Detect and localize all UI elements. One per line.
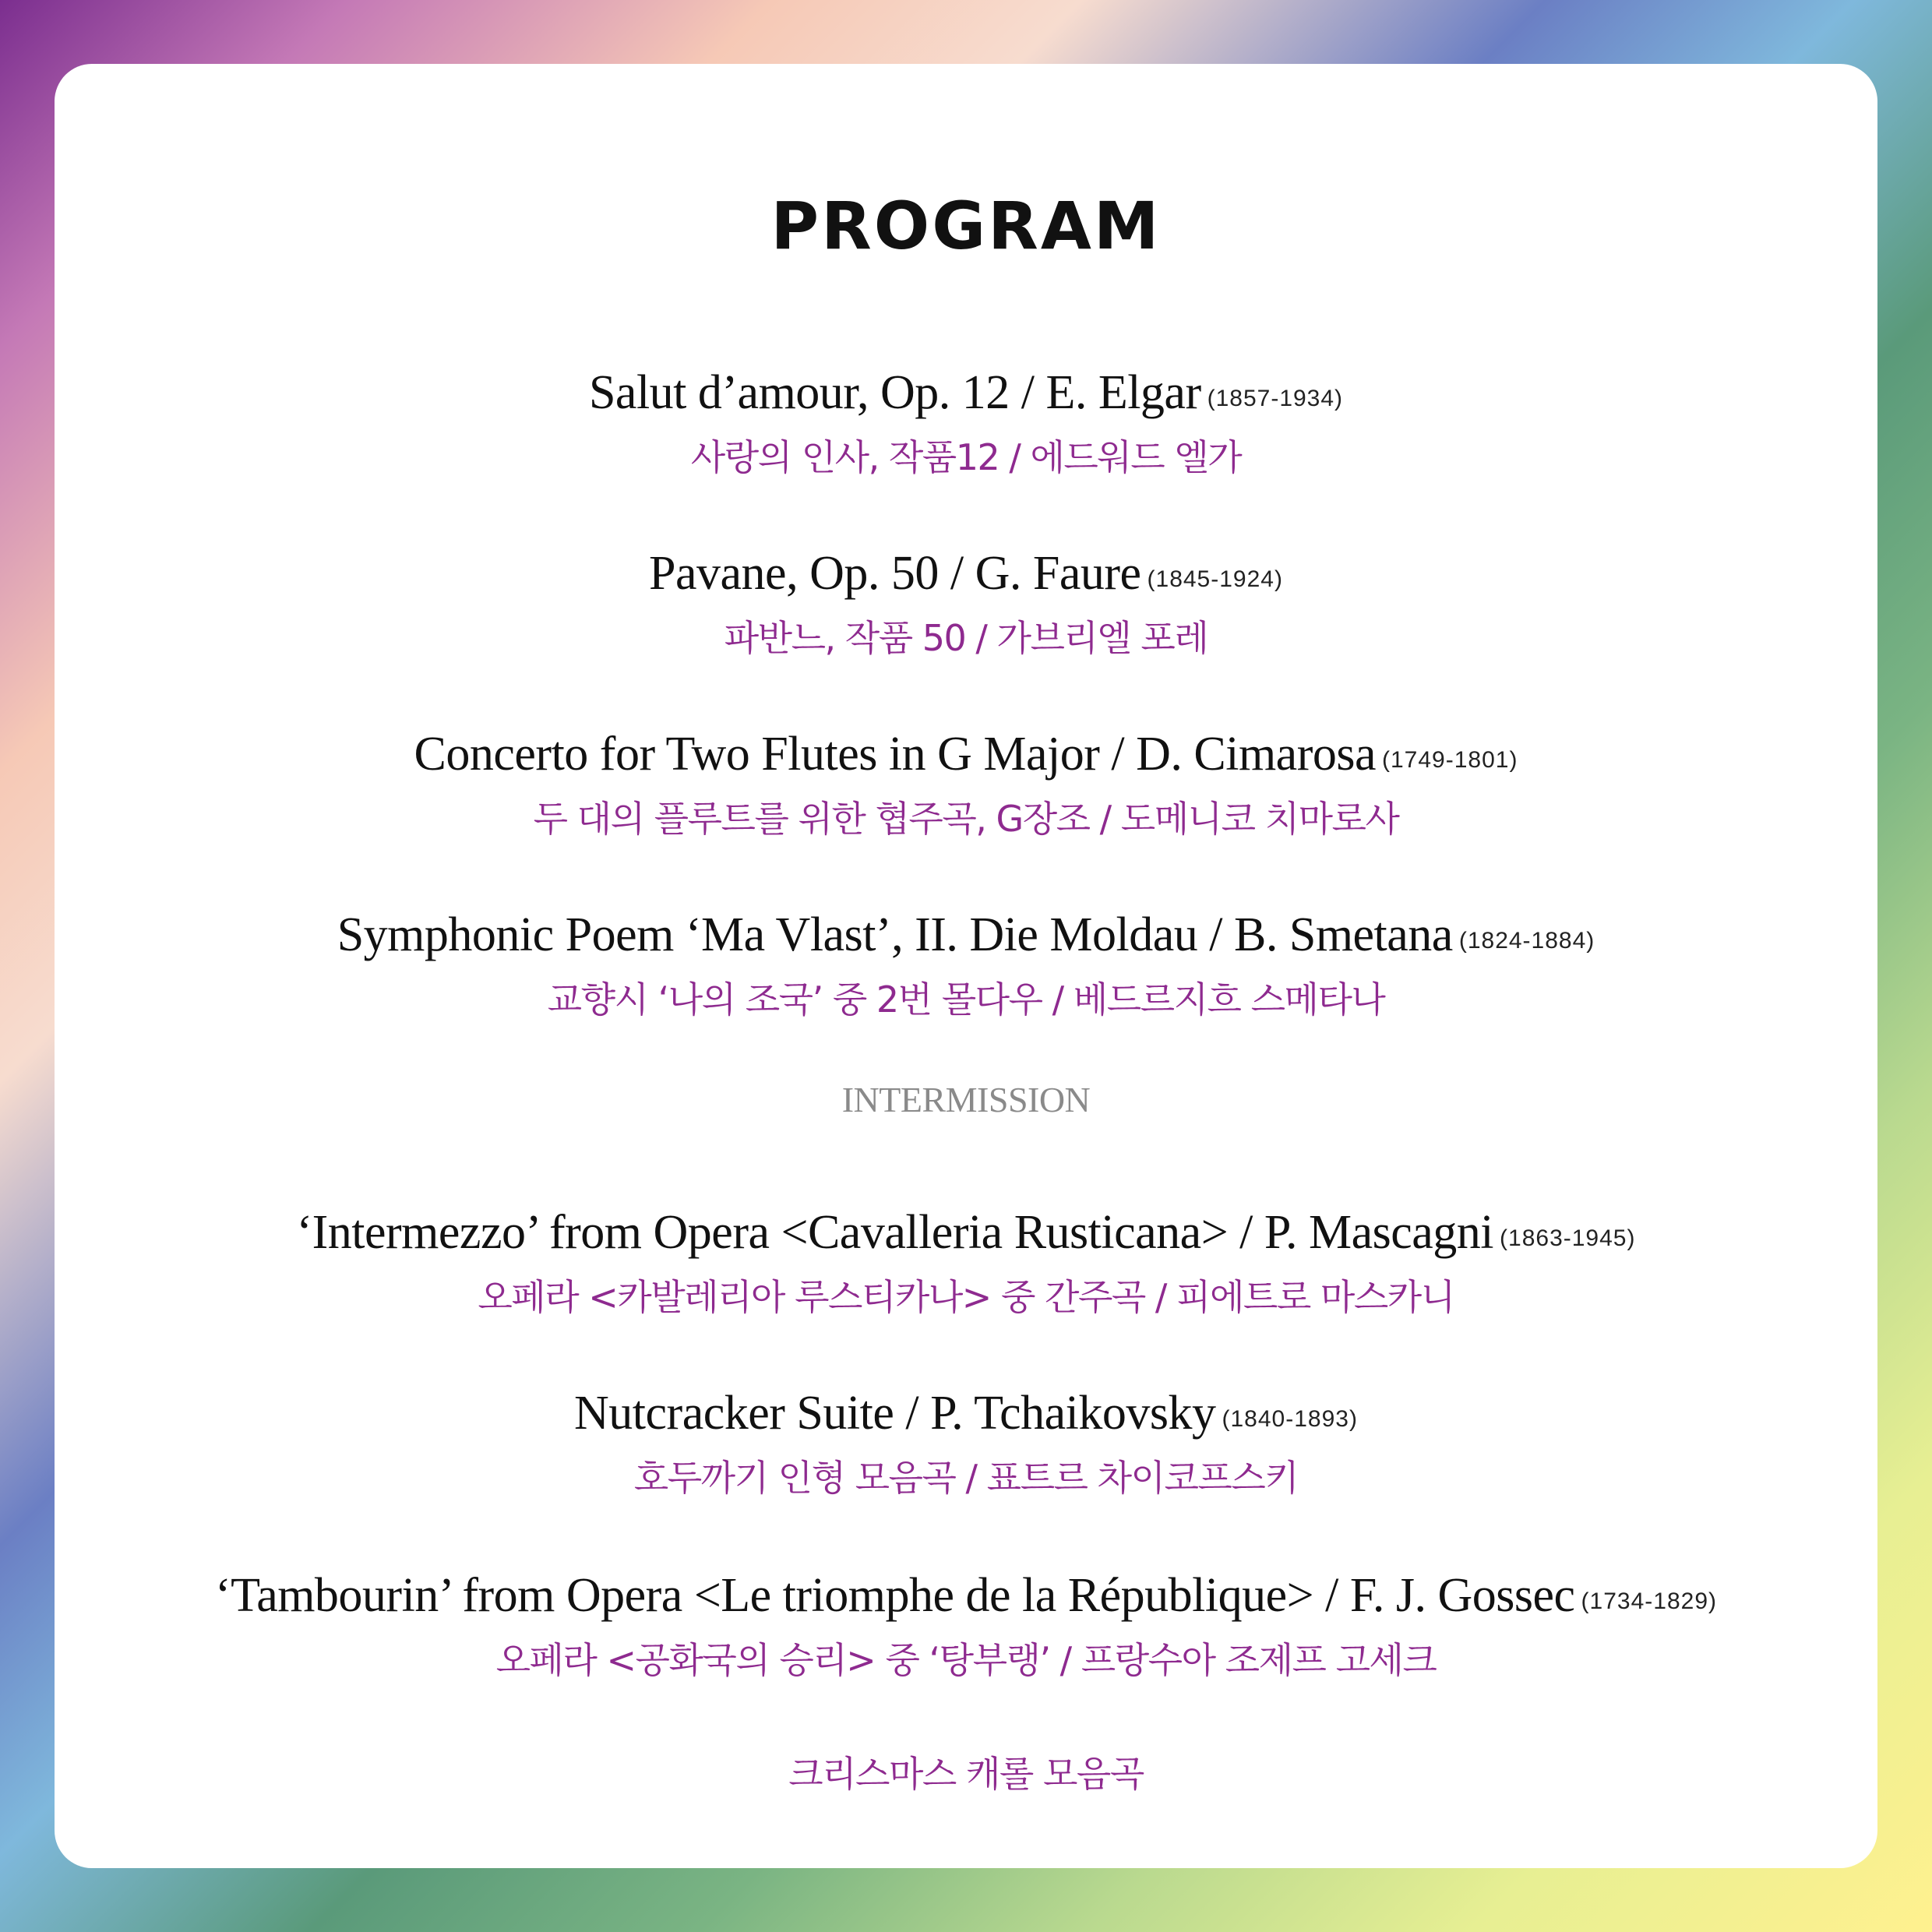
composer-years: (1840-1893) <box>1222 1406 1358 1432</box>
program-item-title <box>55 905 1877 971</box>
program-item-title <box>55 724 1877 790</box>
piece-title: ‘Tambourin’ from Opera <Le triomphe de la République> / F. J. Gossec <box>215 1569 1575 1622</box>
composer-years: (1734-1829) <box>1581 1588 1717 1614</box>
program-item-korean: 교향시 ‘나의 조국’ 중 2번 몰다우 / 베드르지흐 스메타나 <box>547 978 1385 1021</box>
program-card <box>55 64 1877 1868</box>
composer-years: (1863-1945) <box>1500 1225 1636 1251</box>
program-item-korean: 오페라 <카발레리아 루스티카나> 중 간주곡 / 피에트로 마스카니 <box>478 1276 1454 1318</box>
composer-years: (1845-1924) <box>1147 566 1283 592</box>
program-item-korean: 호두까기 인형 모음곡 / 표트르 차이코프스키 <box>633 1457 1299 1499</box>
program-item-title <box>55 1566 1877 1631</box>
composer-years: (1824-1884) <box>1458 928 1595 954</box>
program-item-korean: 사랑의 인사, 작품12 / 에드워드 엘가 <box>690 436 1242 478</box>
program-item-title <box>55 363 1877 428</box>
composer-years: (1857-1934) <box>1207 386 1344 411</box>
program-item-korean: 파반느, 작품 50 / 가브리엘 포레 <box>724 617 1208 659</box>
piece-title: Pavane, Op. 50 / G. Faure <box>649 547 1141 600</box>
finale-item: 크리스마스 캐롤 모음곡 <box>788 1753 1144 1795</box>
piece-title: Salut d’amour, Op. 12 / E. Elgar <box>588 366 1201 419</box>
program-item-korean: 오페라 <공화국의 승리> 중 ‘탕부랭’ / 프랑수아 조제프 고세크 <box>495 1639 1437 1681</box>
program-item-title <box>55 1203 1877 1268</box>
piece-title: Symphonic Poem ‘Ma Vlast’, II. Die Moldau / B. Smetana <box>337 908 1453 961</box>
composer-years: (1749-1801) <box>1382 747 1518 773</box>
piece-title: Nutcracker Suite / P. Tchaikovsky <box>574 1387 1216 1440</box>
page-title: PROGRAM <box>770 188 1162 264</box>
program-item-title <box>55 1384 1877 1449</box>
program-item-title <box>55 544 1877 609</box>
piece-title: Concerto for Two Flutes in G Major / D. Cimarosa <box>414 728 1376 781</box>
piece-title: ‘Intermezzo’ from Opera <Cavalleria Rusticana> / P. Mascagni <box>296 1206 1494 1259</box>
intermission-label: INTERMISSION <box>841 1080 1091 1119</box>
program-item-korean: 두 대의 플루트를 위한 협주곡, G장조 / 도메니코 치마로사 <box>533 798 1399 840</box>
